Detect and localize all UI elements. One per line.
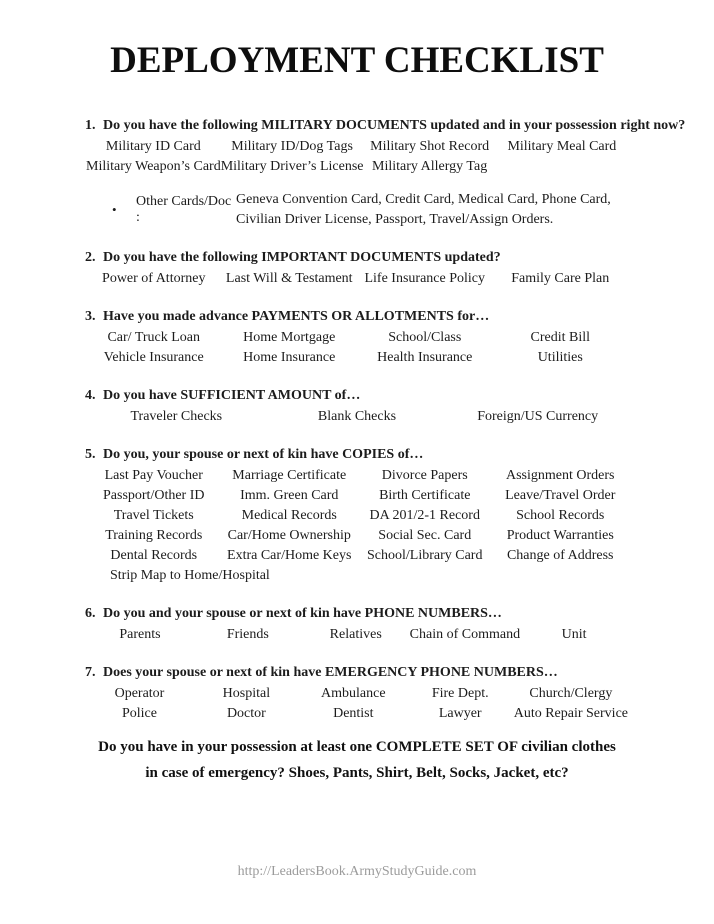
footer-url: http://LeadersBook.ArmyStudyGuide.com xyxy=(237,864,477,879)
section-question: Do you and your spouse or next of kin have PHONE NUMBERS… xyxy=(103,605,502,621)
checklist-item: Car/ Truck Loan xyxy=(107,329,201,345)
checklist-item: Military ID Card xyxy=(105,138,201,154)
checklist-item: Auto Repair Service xyxy=(513,705,628,721)
bullet-icon: • xyxy=(112,201,117,217)
section-question: Do you have SUFFICIENT AMOUNT of… xyxy=(103,387,361,403)
checklist-item: Last Pay Voucher xyxy=(104,467,203,483)
section-header xyxy=(85,308,714,325)
checklist-item: Relatives xyxy=(329,626,382,642)
checklist-item: Dentist xyxy=(333,705,374,721)
checklist-item: Military ID/Dog Tags xyxy=(231,138,353,154)
section-copies xyxy=(0,446,714,586)
checklist-item: Social Sec. Card xyxy=(378,527,472,543)
section-number: 1. xyxy=(85,117,96,133)
section-question: Do you, your spouse or next of kin have COPIES of… xyxy=(103,446,424,462)
checklist-item: Change of Address xyxy=(506,547,614,563)
section-items xyxy=(86,684,628,724)
section-number: 2. xyxy=(85,249,96,265)
checklist-item: Home Insurance xyxy=(243,349,336,365)
checklist-item: Parents xyxy=(119,626,161,642)
section-header xyxy=(85,249,714,266)
checklist-item: Extra Car/Home Keys xyxy=(227,547,352,563)
checklist-item: Ambulance xyxy=(321,685,386,701)
other-cards-row xyxy=(112,190,714,230)
checklist-item: Training Records xyxy=(105,527,203,543)
checklist-item: Product Warranties xyxy=(506,527,614,543)
section-header xyxy=(85,117,714,134)
section-header xyxy=(85,664,714,681)
other-cards-label: Other Cards/Doc : xyxy=(136,193,232,225)
checklist-item: Assignment Orders xyxy=(506,467,615,483)
page-title: DEPLOYMENT CHECKLIST xyxy=(110,40,604,81)
section-items xyxy=(86,269,628,289)
checklist-item: Police xyxy=(121,705,157,721)
checklist-item: Military Meal Card xyxy=(507,138,617,154)
checklist-item: Divorce Papers xyxy=(381,467,468,483)
closing-line: Do you have in your possession at least one COMPLETE SET OF civilian clothes xyxy=(98,738,616,755)
section-emergency-phone-numbers xyxy=(0,664,714,724)
section-items xyxy=(86,625,628,645)
checklist-item: Medical Records xyxy=(241,507,337,523)
checklist-item: Power of Attorney xyxy=(102,270,206,286)
checklist-item: Lawyer xyxy=(438,705,482,721)
section-number: 4. xyxy=(85,387,96,403)
closing-statement xyxy=(0,734,714,786)
checklist-item: Foreign/US Currency xyxy=(477,408,599,424)
checklist-item: Passport/Other ID xyxy=(103,487,205,503)
section-question: Do you have the following MILITARY DOCUMENTS updated and in your possession right now? xyxy=(103,117,686,133)
checklist-item: Leave/Travel Order xyxy=(505,487,616,503)
checklist-item: DA 201/2-1 Record xyxy=(369,507,480,523)
checklist-item: Dental Records xyxy=(110,547,198,563)
section-number: 5. xyxy=(85,446,96,462)
section-important-documents xyxy=(0,249,714,289)
checklist-item: School/Class xyxy=(388,329,462,345)
checklist-item: Church/Clergy xyxy=(529,685,613,701)
checklist-item: School Records xyxy=(516,507,605,523)
checklist-item: Home Mortgage xyxy=(243,329,336,345)
section-question: Do you have the following IMPORTANT DOCUMENTS updated? xyxy=(103,249,501,265)
checklist-item: Doctor xyxy=(226,705,266,721)
checklist-item: Military Shot Record xyxy=(370,138,490,154)
checklist-item: Marriage Certificate xyxy=(232,467,347,483)
checklist-sections xyxy=(0,117,714,724)
section-question: Have you made advance PAYMENTS OR ALLOTMENTS for… xyxy=(103,308,490,324)
checklist-item: Hospital xyxy=(222,685,271,701)
section-military-documents xyxy=(0,117,714,230)
section-sufficient-amount xyxy=(0,387,714,427)
checklist-item: Utilities xyxy=(537,349,583,365)
closing-line: in case of emergency? Shoes, Pants, Shirt, Belt, Socks, Jacket, etc? xyxy=(145,764,569,781)
checklist-item: Health Insurance xyxy=(377,349,473,365)
checklist-item: Operator xyxy=(114,685,165,701)
section-number: 6. xyxy=(85,605,96,621)
checklist-item: Car/Home Ownership xyxy=(227,527,351,543)
checklist-item: Military Driver’s License xyxy=(220,158,364,174)
checklist-item: Chain of Command xyxy=(409,626,521,642)
checklist-item: Vehicle Insurance xyxy=(103,349,204,365)
checklist-item: Fire Dept. xyxy=(431,685,489,701)
section-phone-numbers xyxy=(0,605,714,645)
checklist-item: Travel Tickets xyxy=(113,507,194,523)
other-cards-line: Geneva Convention Card, Credit Card, Medical Card, Phone Card, xyxy=(236,191,611,207)
checklist-item: Military Weapon’s Card xyxy=(86,158,221,174)
section-items xyxy=(86,466,628,586)
checklist-item: Life Insurance Policy xyxy=(364,270,485,286)
section-header xyxy=(85,446,714,463)
checklist-item: Unit xyxy=(561,626,587,642)
checklist-item: Imm. Green Card xyxy=(240,487,339,503)
other-cards-line: Civilian Driver License, Passport, Travel/Assign Orders. xyxy=(236,211,554,227)
checklist-item: Birth Certificate xyxy=(379,487,471,503)
checklist-item: Traveler Checks xyxy=(130,408,223,424)
section-header xyxy=(85,605,714,622)
other-cards-text xyxy=(236,190,611,230)
section-question: Does your spouse or next of kin have EMERGENCY PHONE NUMBERS… xyxy=(103,664,558,680)
checklist-item: Credit Bill xyxy=(530,329,590,345)
checklist-item: School/Library Card xyxy=(367,547,483,563)
checklist-item: Last Will & Testament xyxy=(225,270,353,286)
checklist-item: Blank Checks xyxy=(317,408,397,424)
section-number: 7. xyxy=(85,664,96,680)
checklist-item: Military Allergy Tag xyxy=(372,158,488,174)
section-header xyxy=(85,387,714,404)
checklist-item: Strip Map to Home/Hospital xyxy=(110,567,270,583)
section-items xyxy=(86,407,628,427)
checklist-item: Family Care Plan xyxy=(511,270,610,286)
section-payments-allotments xyxy=(0,308,714,368)
checklist-item: Friends xyxy=(226,626,269,642)
section-items xyxy=(86,328,628,368)
section-number: 3. xyxy=(85,308,96,324)
section-items xyxy=(86,137,628,177)
